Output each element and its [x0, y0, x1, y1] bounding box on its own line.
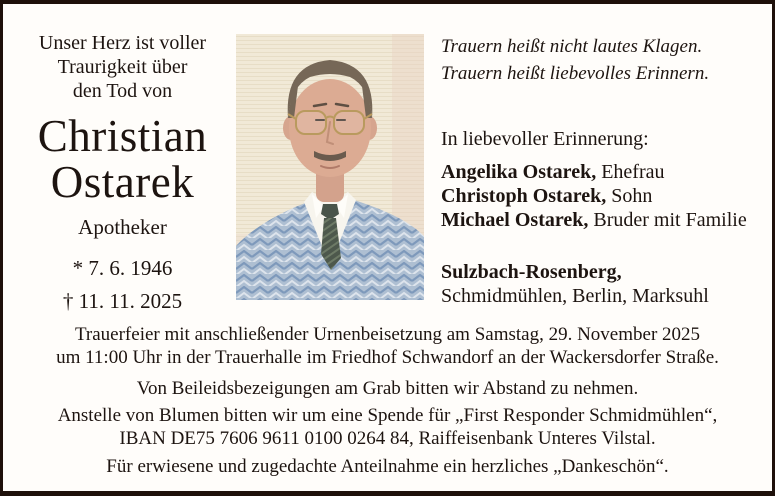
- donation-info: [3, 404, 772, 450]
- mourner-relation: Sohn: [611, 185, 653, 207]
- remembrance-heading: In liebevoller Erinnerung:: [441, 128, 649, 150]
- mourner-name: Angelika Ostarek,: [441, 161, 597, 183]
- place-primary: Sulzbach-Rosenberg,: [441, 261, 622, 283]
- thanks-line: Für erwiesene und zugedachte Anteilnahme ein herzliches „Dankeschön“.: [106, 456, 669, 477]
- mourner-row: [441, 208, 771, 232]
- deceased-profession: Apotheker: [78, 215, 167, 239]
- mourning-quote: [441, 33, 771, 87]
- intro-line-1: Unser Herz ist voller: [38, 32, 207, 54]
- places-block: [441, 260, 771, 308]
- funeral-line-2: um 11:00 Uhr in der Trauerhalle im Friedhof Schwandorf an der Wackersdorfer Straße.: [56, 347, 719, 368]
- donation-line-1: Anstelle von Blumen bitten wir um eine Spende für „First Responder Schmidmühlen“,: [57, 405, 718, 426]
- quote-line-2: Trauern heißt liebevolles Erinnern.: [441, 63, 710, 84]
- quote-line-1: Trauern heißt nicht lautes Klagen.: [441, 36, 703, 57]
- mourner-name: Michael Ostarek,: [441, 209, 589, 231]
- ceremony-details: [3, 323, 772, 478]
- mourner-row: [441, 184, 771, 208]
- mourners-list: [441, 160, 771, 232]
- deceased-name: [9, 113, 236, 205]
- place-secondary: Schmidmühlen, Berlin, Marksuhl: [441, 285, 709, 307]
- deceased-first-name: Christian: [37, 111, 208, 161]
- remembrance-panel: [441, 33, 771, 308]
- intro-text: [9, 31, 236, 103]
- mourner-row: [441, 160, 771, 184]
- birth-date: * 7. 6. 1946: [72, 256, 173, 280]
- mourner-relation: Ehefrau: [601, 161, 665, 183]
- mourner-relation: Bruder mit Familie: [593, 209, 747, 231]
- deceased-last-name: Ostarek: [50, 157, 195, 207]
- mourner-name: Christoph Ostarek,: [441, 185, 607, 207]
- intro-line-2: Traurigkeit über: [57, 56, 188, 78]
- condolence-note: Von Beileidsbezeigungen am Grab bitten wir Abstand zu nehmen.: [136, 378, 639, 399]
- portrait-photo: [236, 34, 424, 300]
- funeral-line-1: Trauerfeier mit anschließender Urnenbeisetzung am Samstag, 29. November 2025: [74, 324, 701, 345]
- intro-line-3: den Tod von: [72, 80, 173, 102]
- death-date: † 11. 11. 2025: [62, 289, 183, 313]
- funeral-info: [3, 323, 772, 369]
- donation-line-2: IBAN DE75 7606 9611 0100 0264 84, Raiffeisenbank Unteres Vilstal.: [119, 428, 656, 449]
- deceased-panel: [9, 31, 236, 314]
